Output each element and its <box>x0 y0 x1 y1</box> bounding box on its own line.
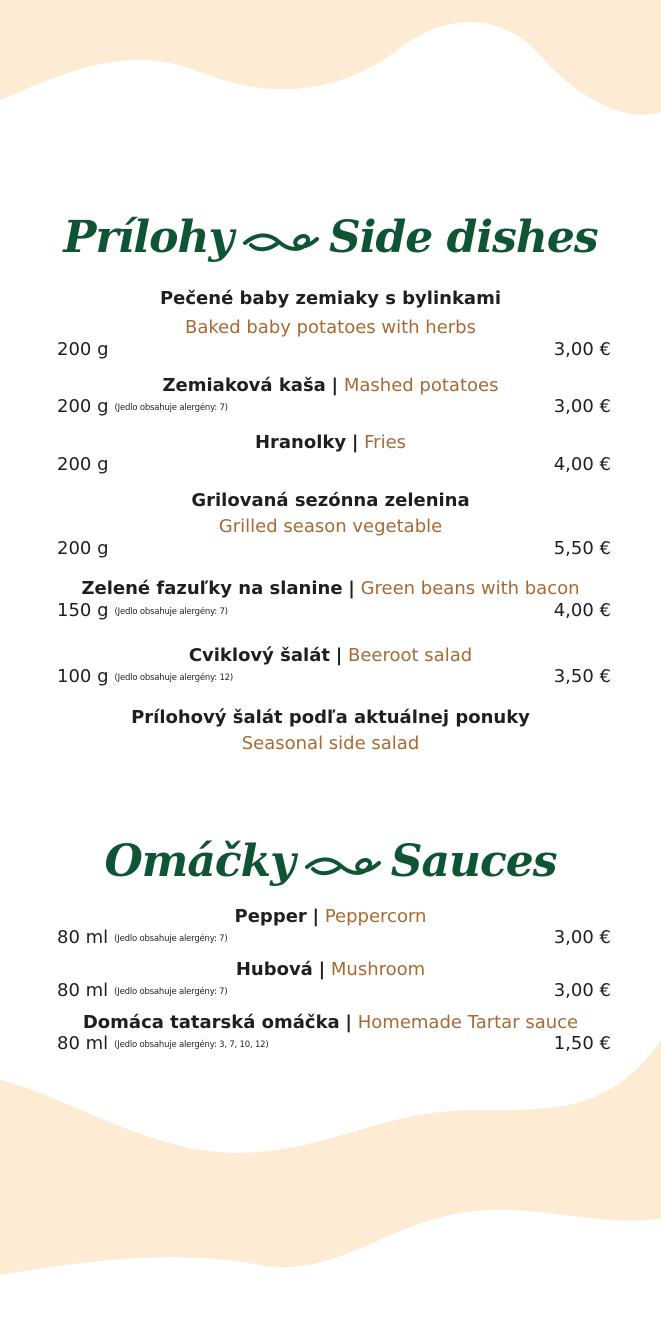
menu-text: | <box>335 645 343 666</box>
menu-text: Seasonal side salad <box>241 733 420 754</box>
menu-item-price: 3,50 € <box>553 666 611 687</box>
menu-item-price: 3,00 € <box>553 927 611 948</box>
menu-item-name <box>0 1011 661 1035</box>
sauces-title-sk: Omáčky <box>104 836 295 887</box>
menu-text: 150 g <box>57 600 109 621</box>
menu-text: Cviklový šalát <box>188 645 330 666</box>
menu-item-price: 3,00 € <box>553 980 611 1001</box>
menu-item-quantity <box>57 538 109 560</box>
menu-item-price: 3,00 € <box>553 396 611 417</box>
menu-item-name <box>0 431 661 455</box>
menu-item-name <box>0 706 661 730</box>
menu-text: Baked baby potatoes with herbs <box>184 317 476 338</box>
menu-item-name <box>0 287 661 311</box>
menu-text: | <box>348 578 355 599</box>
menu-item-price: 1,50 € <box>553 1033 611 1054</box>
menu-item-translation <box>0 515 661 539</box>
menu-item-price: 4,00 € <box>553 600 611 621</box>
menu-text: 80 ml <box>57 980 109 1001</box>
menu-text: 80 ml <box>57 927 109 948</box>
menu-text: 200 g <box>57 339 109 360</box>
menu-text: Fries <box>364 432 407 453</box>
sauces-title-en: Sauces <box>390 836 557 887</box>
menu-text: | <box>318 959 326 980</box>
menu-text: Domáca tatarská omáčka <box>82 1012 340 1033</box>
menu-text: Grilovaná sezónna zelenina <box>191 490 470 511</box>
menu-text: Beeroot salad <box>348 645 473 666</box>
menu-text: Hranolky <box>254 432 347 453</box>
allergen-note: (Jedlo obsahuje alergény: 7) <box>114 934 228 944</box>
swirl-ornament-icon <box>243 215 319 266</box>
menu-text: Mashed potatoes <box>343 375 499 396</box>
menu-item-quantity <box>57 980 227 1003</box>
menu-item-translation <box>0 732 661 756</box>
menu-text: Zemiaková kaša <box>162 375 326 396</box>
menu-text: 200 g <box>57 538 109 559</box>
side-dishes-title-sk: Prílohy <box>63 212 234 263</box>
menu-text: 200 g <box>57 454 109 475</box>
menu-item-name <box>0 374 661 398</box>
menu-text: Pečené baby zemiaky s bylinkami <box>159 288 501 309</box>
menu-item-quantity <box>57 339 109 361</box>
menu-text: 100 g <box>57 666 109 687</box>
menu-text: Grilled season vegetable <box>218 516 443 537</box>
menu-item-quantity <box>57 1033 269 1056</box>
menu-text: Mushroom <box>330 959 426 980</box>
menu-text: Homemade Tartar sauce <box>357 1012 579 1033</box>
allergen-note: (Jedlo obsahuje alergény: 12) <box>114 673 233 683</box>
side-dishes-title-en: Side dishes <box>329 212 598 263</box>
menu-text: | <box>345 1012 352 1033</box>
allergen-note: (Jedlo obsahuje alergény: 7) <box>114 987 228 997</box>
menu-item-name <box>0 905 661 929</box>
menu-text: | <box>331 375 339 396</box>
menu-item-name <box>0 489 661 513</box>
menu-text: | <box>351 432 359 453</box>
menu-item-price: 3,00 € <box>553 339 611 360</box>
menu-text: Pepper <box>234 906 307 927</box>
menu-text: 80 ml <box>57 1033 109 1054</box>
menu-text: 200 g <box>57 396 109 417</box>
menu-item-name <box>0 958 661 982</box>
menu-item-quantity <box>57 666 233 689</box>
allergen-note: (Jedlo obsahuje alergény: 7) <box>114 607 228 617</box>
menu-item-translation <box>0 316 661 340</box>
menu-text: Hubová <box>235 959 313 980</box>
allergen-note: (Jedlo obsahuje alergény: 3, 7, 10, 12) <box>114 1040 269 1050</box>
swirl-ornament-icon <box>305 839 381 890</box>
menu-item-name <box>0 644 661 668</box>
sauces-title <box>0 836 661 890</box>
menu-text: Prílohový šalát podľa aktuálnej ponuky <box>131 707 530 728</box>
menu-item-price: 5,50 € <box>553 538 611 559</box>
menu-item-quantity <box>57 927 227 950</box>
menu-item-price: 4,00 € <box>553 454 611 475</box>
menu-item-quantity <box>57 454 109 476</box>
menu-text: Green beans with bacon <box>360 578 580 599</box>
allergen-note: (Jedlo obsahuje alergény: 7) <box>114 403 228 413</box>
menu-item-quantity <box>57 600 228 623</box>
menu-text: Zelené fazuľky na slanine <box>81 578 343 599</box>
menu-item-name <box>0 577 661 601</box>
side-dishes-title <box>0 212 661 266</box>
menu-text: Peppercorn <box>324 906 427 927</box>
menu-item-quantity <box>57 396 228 419</box>
menu-text: | <box>312 906 320 927</box>
